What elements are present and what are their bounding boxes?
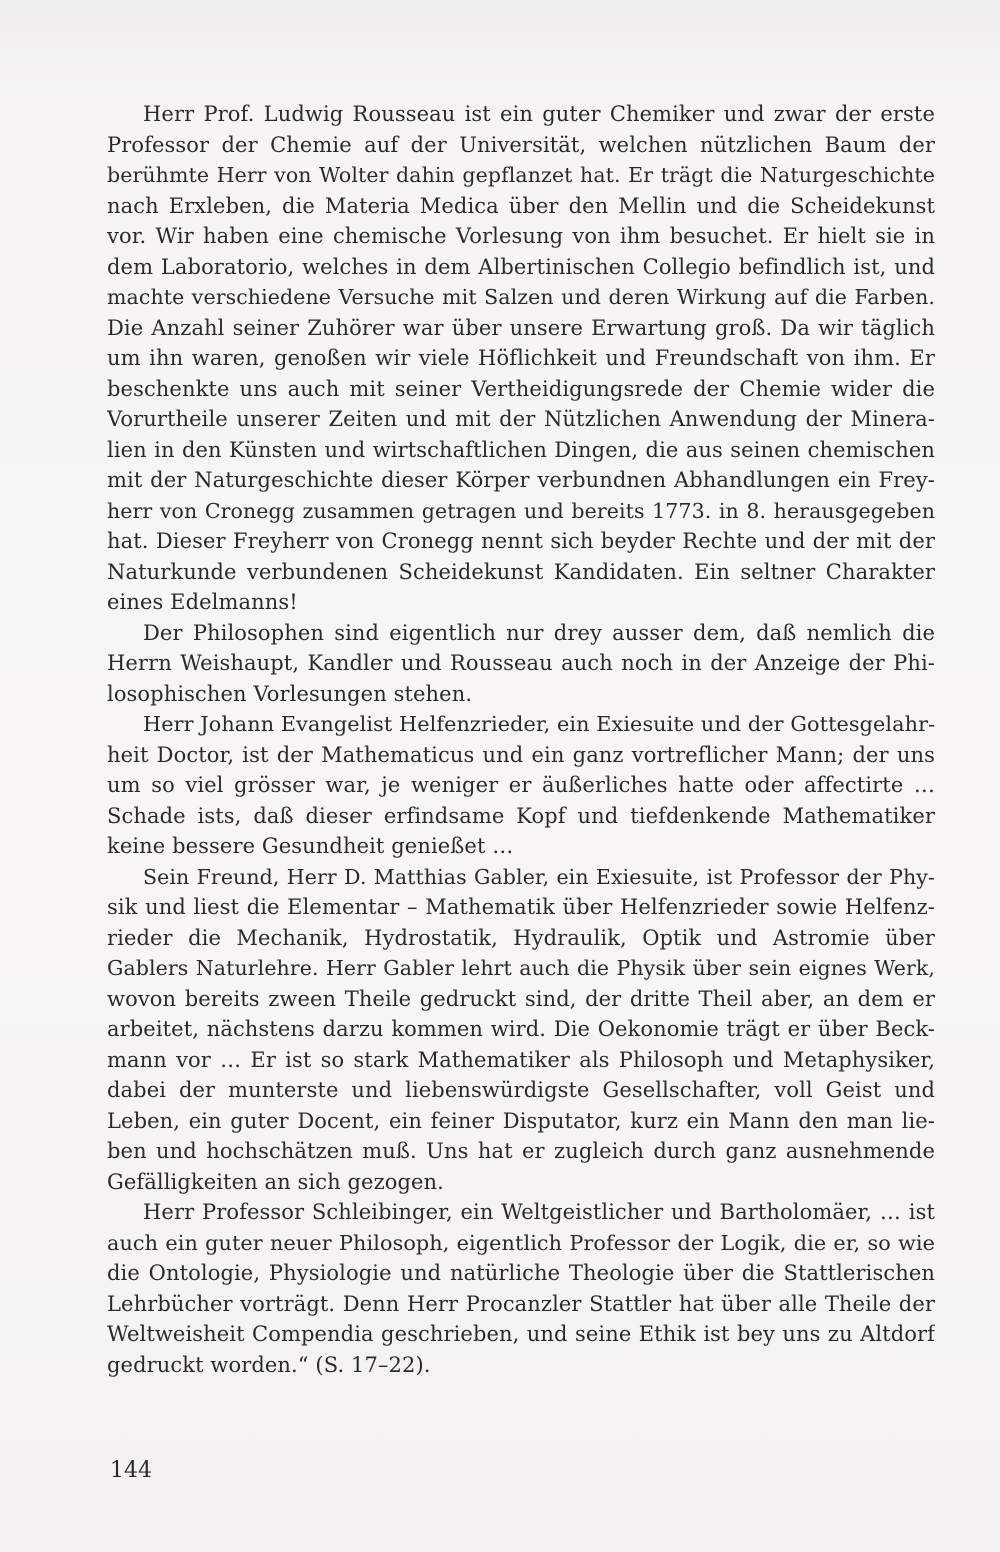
text-line: hat. Dieser Freyherr von Cronegg nennt sich beyder Rechte und der mit der: [107, 529, 935, 553]
text-line: um so viel grösser war, je weniger er äußerliches hatte oder affectirte …: [107, 773, 935, 797]
body-text: [107, 99, 935, 1380]
text-line: Naturkunde verbundenen Scheidekunst Kandidaten. Ein seltner Charakter: [107, 559, 935, 584]
text-line: die Ontologie, Physiologie und natürliche Theologie über die Stattlerischen: [107, 1261, 935, 1285]
text-line: Gablers Naturlehre. Herr Gabler lehrt auch die Physik über sein eignes Werk,: [107, 956, 935, 980]
text-line: berühmte Herr von Wolter dahin gepflanzet hat. Er trägt die Naturgeschichte: [107, 163, 935, 187]
text-line: Leben, ein guter Docent, ein feiner Disputator, kurz ein Mann den man lie-: [107, 1108, 935, 1133]
text-line: Herr Johann Evangelist Helfenzrieder, ein Exiesuite und der Gottesgelahr-: [143, 712, 935, 736]
text-line: auch ein guter neuer Philosoph, eigentlich Professor der Logik, die er, so wie: [107, 1230, 935, 1255]
text-line: mann vor … Er ist so stark Mathematiker als Philosoph und Metaphysiker,: [107, 1047, 935, 1072]
text-line: Gefälligkeiten an sich gezogen.: [107, 1169, 444, 1194]
text-line: Weltweisheit Compendia geschrieben, und seine Ethik ist bey uns zu Altdorf: [107, 1322, 935, 1346]
text-line: Die Anzahl seiner Zuhörer war über unsere Erwartung groß. Da wir täglich: [107, 315, 935, 340]
text-line: mit der Naturgeschichte dieser Körper verbundnen Abhandlungen ein Frey-: [107, 468, 935, 492]
text-line: vor. Wir haben eine chemische Vorlesung von ihm besuchet. Er hielt sie in: [107, 224, 935, 248]
text-line: Schade ists, daß dieser erfindsame Kopf und tiefdenkende Mathematiker: [107, 803, 935, 828]
text-line: losophischen Vorlesungen stehen.: [107, 681, 473, 706]
text-line: dem Laboratorio, welches in dem Albertinischen Collegio befindlich ist, und: [107, 254, 935, 279]
text-line: keine bessere Gesundheit genießet …: [107, 834, 514, 858]
page-number: 144: [110, 1458, 152, 1483]
text-line: arbeitet, nächstens darzu kommen wird. Die Oekonomie trägt er über Beck-: [107, 1017, 935, 1041]
text-line: rieder die Mechanik, Hydrostatik, Hydraulik, Optik und Astromie über: [107, 925, 935, 950]
text-line: sik und liest die Elementar – Mathematik über Helfenzrieder sowie Helfenz-: [107, 895, 935, 919]
text-line: eines Edelmanns!: [107, 590, 298, 614]
text-line: Herr Prof. Ludwig Rousseau ist ein guter Chemiker und zwar der erste: [143, 102, 935, 126]
text-line: machte verschiedene Versuche mit Salzen und deren Wirkung auf die Farben.: [107, 285, 935, 309]
text-line: gedruckt worden.“ (S. 17–22).: [107, 1352, 431, 1377]
text-line: Herr Professor Schleibinger, ein Weltgeistlicher und Bartholomäer, … ist: [143, 1200, 935, 1224]
text-line: Vorurtheile unserer Zeiten und mit der Nützlichen Anwendung der Minera-: [107, 407, 935, 431]
text-line: nach Erxleben, die Materia Medica über den Mellin und die Scheidekunst: [107, 193, 935, 218]
text-line: dabei der munterste und liebenswürdigste Gesellschafter, voll Geist und: [107, 1078, 935, 1102]
text-line: Herrn Weishaupt, Kandler und Rousseau auch noch in der Anzeige der Phi-: [107, 651, 935, 675]
text-line: Sein Freund, Herr D. Matthias Gabler, ein Exiesuite, ist Professor der Phy-: [143, 864, 935, 889]
text-line: um ihn waren, genoßen wir viele Höflichkeit und Freundschaft von ihm. Er: [107, 346, 935, 370]
text-line: heit Doctor, ist der Mathematicus und ein ganz vortreflicher Mann; der uns: [107, 742, 935, 767]
text-line: wovon bereits zween Theile gedruckt sind, der dritte Theil aber, an dem er: [107, 986, 935, 1011]
text-line: Lehrbücher vorträgt. Denn Herr Procanzler Stattler hat über alle Theile der: [107, 1291, 935, 1316]
text-line: Professor der Chemie auf der Universität, welchen nützlichen Baum der: [107, 132, 935, 157]
text-line: beschenkte uns auch mit seiner Vertheidigungsrede der Chemie wider die: [107, 376, 935, 401]
text-line: ben und hochschätzen muß. Uns hat er zugleich durch ganz ausnehmende: [107, 1139, 935, 1163]
text-line: Der Philosophen sind eigentlich nur drey ausser dem, daß nemlich die: [143, 620, 935, 645]
text-line: lien in den Künsten und wirtschaftlichen Dingen, die aus seinen chemischen: [107, 437, 935, 462]
text-line: herr von Cronegg zusammen getragen und bereits 1773. in 8. herausgegeben: [107, 498, 935, 523]
